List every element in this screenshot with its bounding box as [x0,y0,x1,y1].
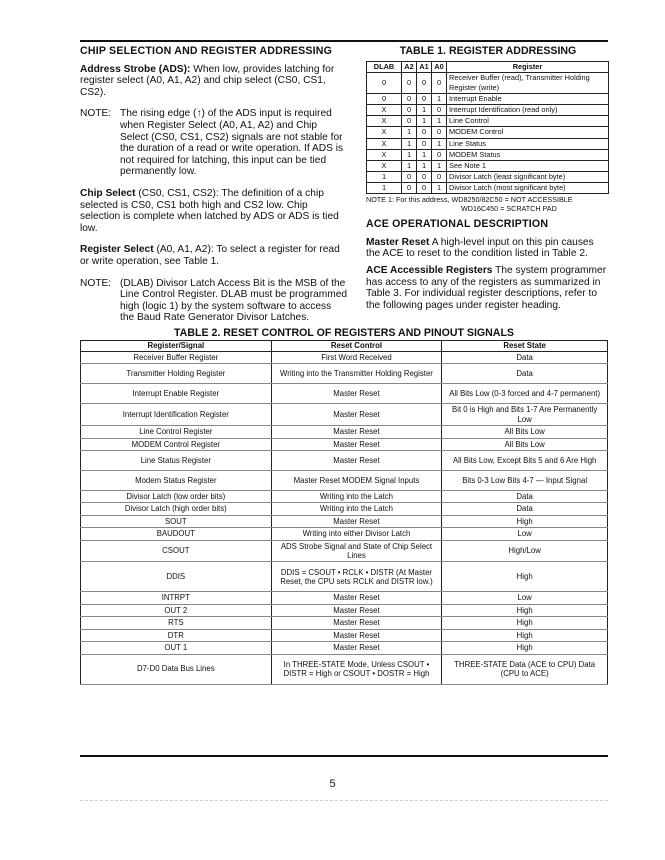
dlab-cell: 1 [367,183,402,194]
chip-select-text: (CS0, CS1, CS2): The definition of a chip selected is CS0, CS1 both high and CS2 low. Chip selection is complete when latched by ADS or ADS is tied low. [80,187,339,234]
table1-row [367,149,609,160]
table1-title: TABLE 1. REGISTER ADDRESSING [399,45,577,57]
state-cell: Low [442,592,608,604]
control-cell: Master Reset [271,642,442,654]
control-cell: Writing into the Latch [271,503,442,515]
register-cell: Interrupt Enable [447,93,609,104]
a1-cell: 0 [417,172,432,183]
register-cell: Line Status [447,138,609,149]
state-cell: Data [442,503,608,515]
table2-row [81,471,608,491]
control-cell: Master Reset [271,617,442,629]
register-select-paragraph [80,244,348,267]
signal-cell: OUT 2 [81,604,272,616]
master-reset-label: Master Reset [366,236,430,248]
ads-note-text: The rising edge (↑) of the ADS input is required when Register Select (A0, A1, A2) and Chip Select (CS0, CS1, CS2) signals are not stable for the duration of a read or write operation. If ADS is not required for latching, this input can be tied permanently low. [120,108,344,178]
dlab-cell: 1 [367,172,402,183]
table2-row [81,426,608,438]
a1-cell: 1 [417,160,432,171]
a0-cell: 0 [432,172,447,183]
left-column [80,46,348,334]
signal-cell: Divisor Latch (low order bits) [81,491,272,503]
signal-cell: Interrupt Enable Register [81,384,272,404]
control-cell: Master Reset [271,515,442,527]
ads-note [80,108,348,178]
a1-cell: 0 [417,127,432,138]
dlab-cell: X [367,138,402,149]
a0-cell: 1 [432,116,447,127]
state-cell: All Bits Low (0-3 forced and 4-7 permanent) [442,384,608,404]
control-cell: Writing into the Latch [271,491,442,503]
signal-cell: Modem Status Register [81,471,272,491]
table2-row [81,604,608,616]
register-cell: Interrupt Identification (read only) [447,104,609,115]
table2-row [81,364,608,384]
state-cell: THREE-STATE Data (ACE to CPU) Data (CPU to ACE) [442,654,608,684]
chip-selection-heading: CHIP SELECTION AND REGISTER ADDRESSING [80,45,333,57]
table1-row [367,160,609,171]
a0-cell: 1 [432,138,447,149]
table1-note [366,196,610,213]
a2-cell: 1 [402,149,417,160]
a2-cell: 0 [402,104,417,115]
a2-cell: 1 [402,127,417,138]
state-cell: High [442,604,608,616]
state-cell: Data [442,491,608,503]
state-cell: All Bits Low [442,438,608,450]
state-cell: Low [442,528,608,540]
control-cell: Master Reset [271,404,442,426]
dlab-note [80,278,348,324]
signal-cell: RTS [81,617,272,629]
control-cell: Master Reset [271,604,442,616]
table2-row [81,352,608,364]
a2-cell: 0 [402,93,417,104]
signal-cell: DTR [81,629,272,641]
table2-row [81,617,608,629]
a2-cell: 1 [402,138,417,149]
table1-note-line2: WD16C450 = SCRATCH PAD [461,203,557,213]
chip-select-label: Chip Select [80,187,136,199]
a1-cell: 1 [417,149,432,160]
scan-artifact-line [80,800,608,801]
a2-cell: 0 [402,116,417,127]
table2-row [81,515,608,527]
table1-row [367,127,609,138]
state-cell: High/Low [442,540,608,562]
state-cell: All Bits Low [442,426,608,438]
table1-header-register: Register [447,61,609,72]
a0-cell: 0 [432,72,447,93]
signal-cell: Transmitter Holding Register [81,364,272,384]
a2-cell: 0 [402,72,417,93]
register-cell: Receiver Buffer (read), Transmitter Holding Register (write) [447,72,609,93]
register-cell: Divisor Latch (least significant byte) [447,172,609,183]
signal-cell: SOUT [81,515,272,527]
state-cell: Data [442,352,608,364]
table1-note-line1: NOTE 1: For this address, WD8250/82C50 = NOT ACCESSIBLE [366,195,573,205]
a0-cell: 1 [432,93,447,104]
chip-select-paragraph [80,188,348,234]
ads-note-label: NOTE: [80,108,112,120]
dlab-cell: X [367,160,402,171]
dlab-note-text: (DLAB) Divisor Latch Access Bit is the MSB of the Line Control Register. DLAB must be programmed high (logic 1) by the system software to access the Baud Rate Generator Divisor Latches. [120,277,348,324]
control-cell: Writing into either Divisor Latch [271,528,442,540]
ace-operational-heading: ACE OPERATIONAL DESCRIPTION [366,218,549,231]
state-cell: Bit 0 is High and Bits 1-7 Are Permanently Low [442,404,608,426]
a1-cell: 0 [417,138,432,149]
a0-cell: 0 [432,104,447,115]
signal-cell: MODEM Control Register [81,438,272,450]
dlab-cell: X [367,116,402,127]
bottom-rule [80,755,608,757]
table2-row [81,384,608,404]
address-strobe-text: When low, provides latching for register select (A0, A1, A2) and chip select (CS0, CS1, CS2). [80,63,335,98]
table1-row [367,104,609,115]
signal-cell: Interrupt Identification Register [81,404,272,426]
control-cell: ADS Strobe Signal and State of Chip Select Lines [271,540,442,562]
control-cell: DDIS = CSOUT • RCLK • DISTR (At Master Reset, the CPU sets RCLK and DISTR low.) [271,562,442,592]
a1-cell: 1 [417,104,432,115]
register-cell: See Note 1 [447,160,609,171]
table1-row [367,72,609,93]
control-cell: Master Reset MODEM Signal Inputs [271,471,442,491]
signal-cell: OUT 1 [81,642,272,654]
a1-cell: 1 [417,116,432,127]
table2-header-signal: Register/Signal [81,341,272,352]
control-cell: In THREE-STATE Mode, Unless CSOUT • DISTR = High or CSOUT • DOSTR = High [271,654,442,684]
table2-title: TABLE 2. RESET CONTROL OF REGISTERS AND PINOUT SIGNALS [173,327,514,339]
control-cell: Master Reset [271,592,442,604]
a1-cell: 0 [417,183,432,194]
state-cell: High [442,515,608,527]
state-cell: High [442,562,608,592]
address-strobe-paragraph [80,64,348,99]
register-cell: MODEM Status [447,149,609,160]
dlab-cell: 0 [367,93,402,104]
signal-cell: INTRPT [81,592,272,604]
signal-cell: BAUDOUT [81,528,272,540]
a0-cell: 0 [432,127,447,138]
table2-row [81,404,608,426]
a2-cell: 0 [402,172,417,183]
signal-cell: Receiver Buffer Register [81,352,272,364]
dlab-cell: X [367,104,402,115]
table1-header-a2: A2 [402,61,417,72]
table2-row [81,629,608,641]
state-cell: High [442,617,608,629]
table2-header-state: Reset State [442,341,608,352]
register-addressing-table [366,61,609,195]
table2-row [81,592,608,604]
register-select-text: (A0, A1, A2): To select a register for read or write operation, see Table 1. [80,244,340,267]
control-cell: Master Reset [271,426,442,438]
register-cell: Line Control [447,116,609,127]
top-rule [80,40,608,42]
table1-row [367,183,609,194]
table2-row [81,528,608,540]
table1-header-a0: A0 [432,61,447,72]
address-strobe-label: Address Strobe (ADS): [80,63,191,75]
control-cell: Master Reset [271,629,442,641]
right-column [366,46,610,316]
table2-row [81,491,608,503]
reset-control-table [80,340,608,685]
master-reset-paragraph [366,237,610,260]
signal-cell: Line Control Register [81,426,272,438]
control-cell: Master Reset [271,438,442,450]
table2-row [81,642,608,654]
table1-header-dlab: DLAB [367,61,402,72]
state-cell: All Bits Low, Except Bits 5 and 6 Are High [442,451,608,471]
table1-row [367,116,609,127]
dlab-note-label: NOTE: [80,277,112,289]
signal-cell: Divisor Latch (high order bits) [81,503,272,515]
a2-cell: 1 [402,160,417,171]
table2-header-row [81,341,608,352]
ace-registers-paragraph [366,265,610,311]
control-cell: Master Reset [271,384,442,404]
control-cell: Master Reset [271,451,442,471]
ace-registers-text: The system programmer has access to any of the registers as summarized in Table 3. For individual register descriptions, refer to the following pages under register heading. [366,265,607,311]
dlab-cell: 0 [367,72,402,93]
table2-row [81,503,608,515]
table1-header-a1: A1 [417,61,432,72]
state-cell: High [442,629,608,641]
signal-cell: Line Status Register [81,451,272,471]
control-cell: Writing into the Transmitter Holding Register [271,364,442,384]
table2-row [81,654,608,684]
signal-cell: CSOUT [81,540,272,562]
table1-row [367,93,609,104]
control-cell: First Word Received [271,352,442,364]
table1-row [367,138,609,149]
signal-cell: DDIS [81,562,272,592]
table2-row [81,540,608,562]
table2-row [81,438,608,450]
table2-header-control: Reset Control [271,341,442,352]
a0-cell: 1 [432,183,447,194]
table2-row [81,451,608,471]
register-select-label: Register Select [80,244,154,256]
a0-cell: 1 [432,160,447,171]
register-cell: MODEM Control [447,127,609,138]
table1-header-row [367,61,609,72]
state-cell: Bits 0-3 Low Bits 4-7 — Input Signal [442,471,608,491]
table1-row [367,172,609,183]
register-cell: Divisor Latch (most significant byte) [447,183,609,194]
dlab-cell: X [367,149,402,160]
a0-cell: 0 [432,149,447,160]
a2-cell: 0 [402,183,417,194]
state-cell: Data [442,364,608,384]
signal-cell: D7-D0 Data Bus Lines [81,654,272,684]
a1-cell: 0 [417,72,432,93]
table2-row [81,562,608,592]
a1-cell: 0 [417,93,432,104]
page-number: 5 [329,778,336,790]
ace-registers-label: ACE Accessible Registers [366,265,493,277]
state-cell: High [442,642,608,654]
dlab-cell: X [367,127,402,138]
master-reset-text: A high-level input on this pin causes the ACE to reset to the condition listed in Table 2. [366,236,594,260]
